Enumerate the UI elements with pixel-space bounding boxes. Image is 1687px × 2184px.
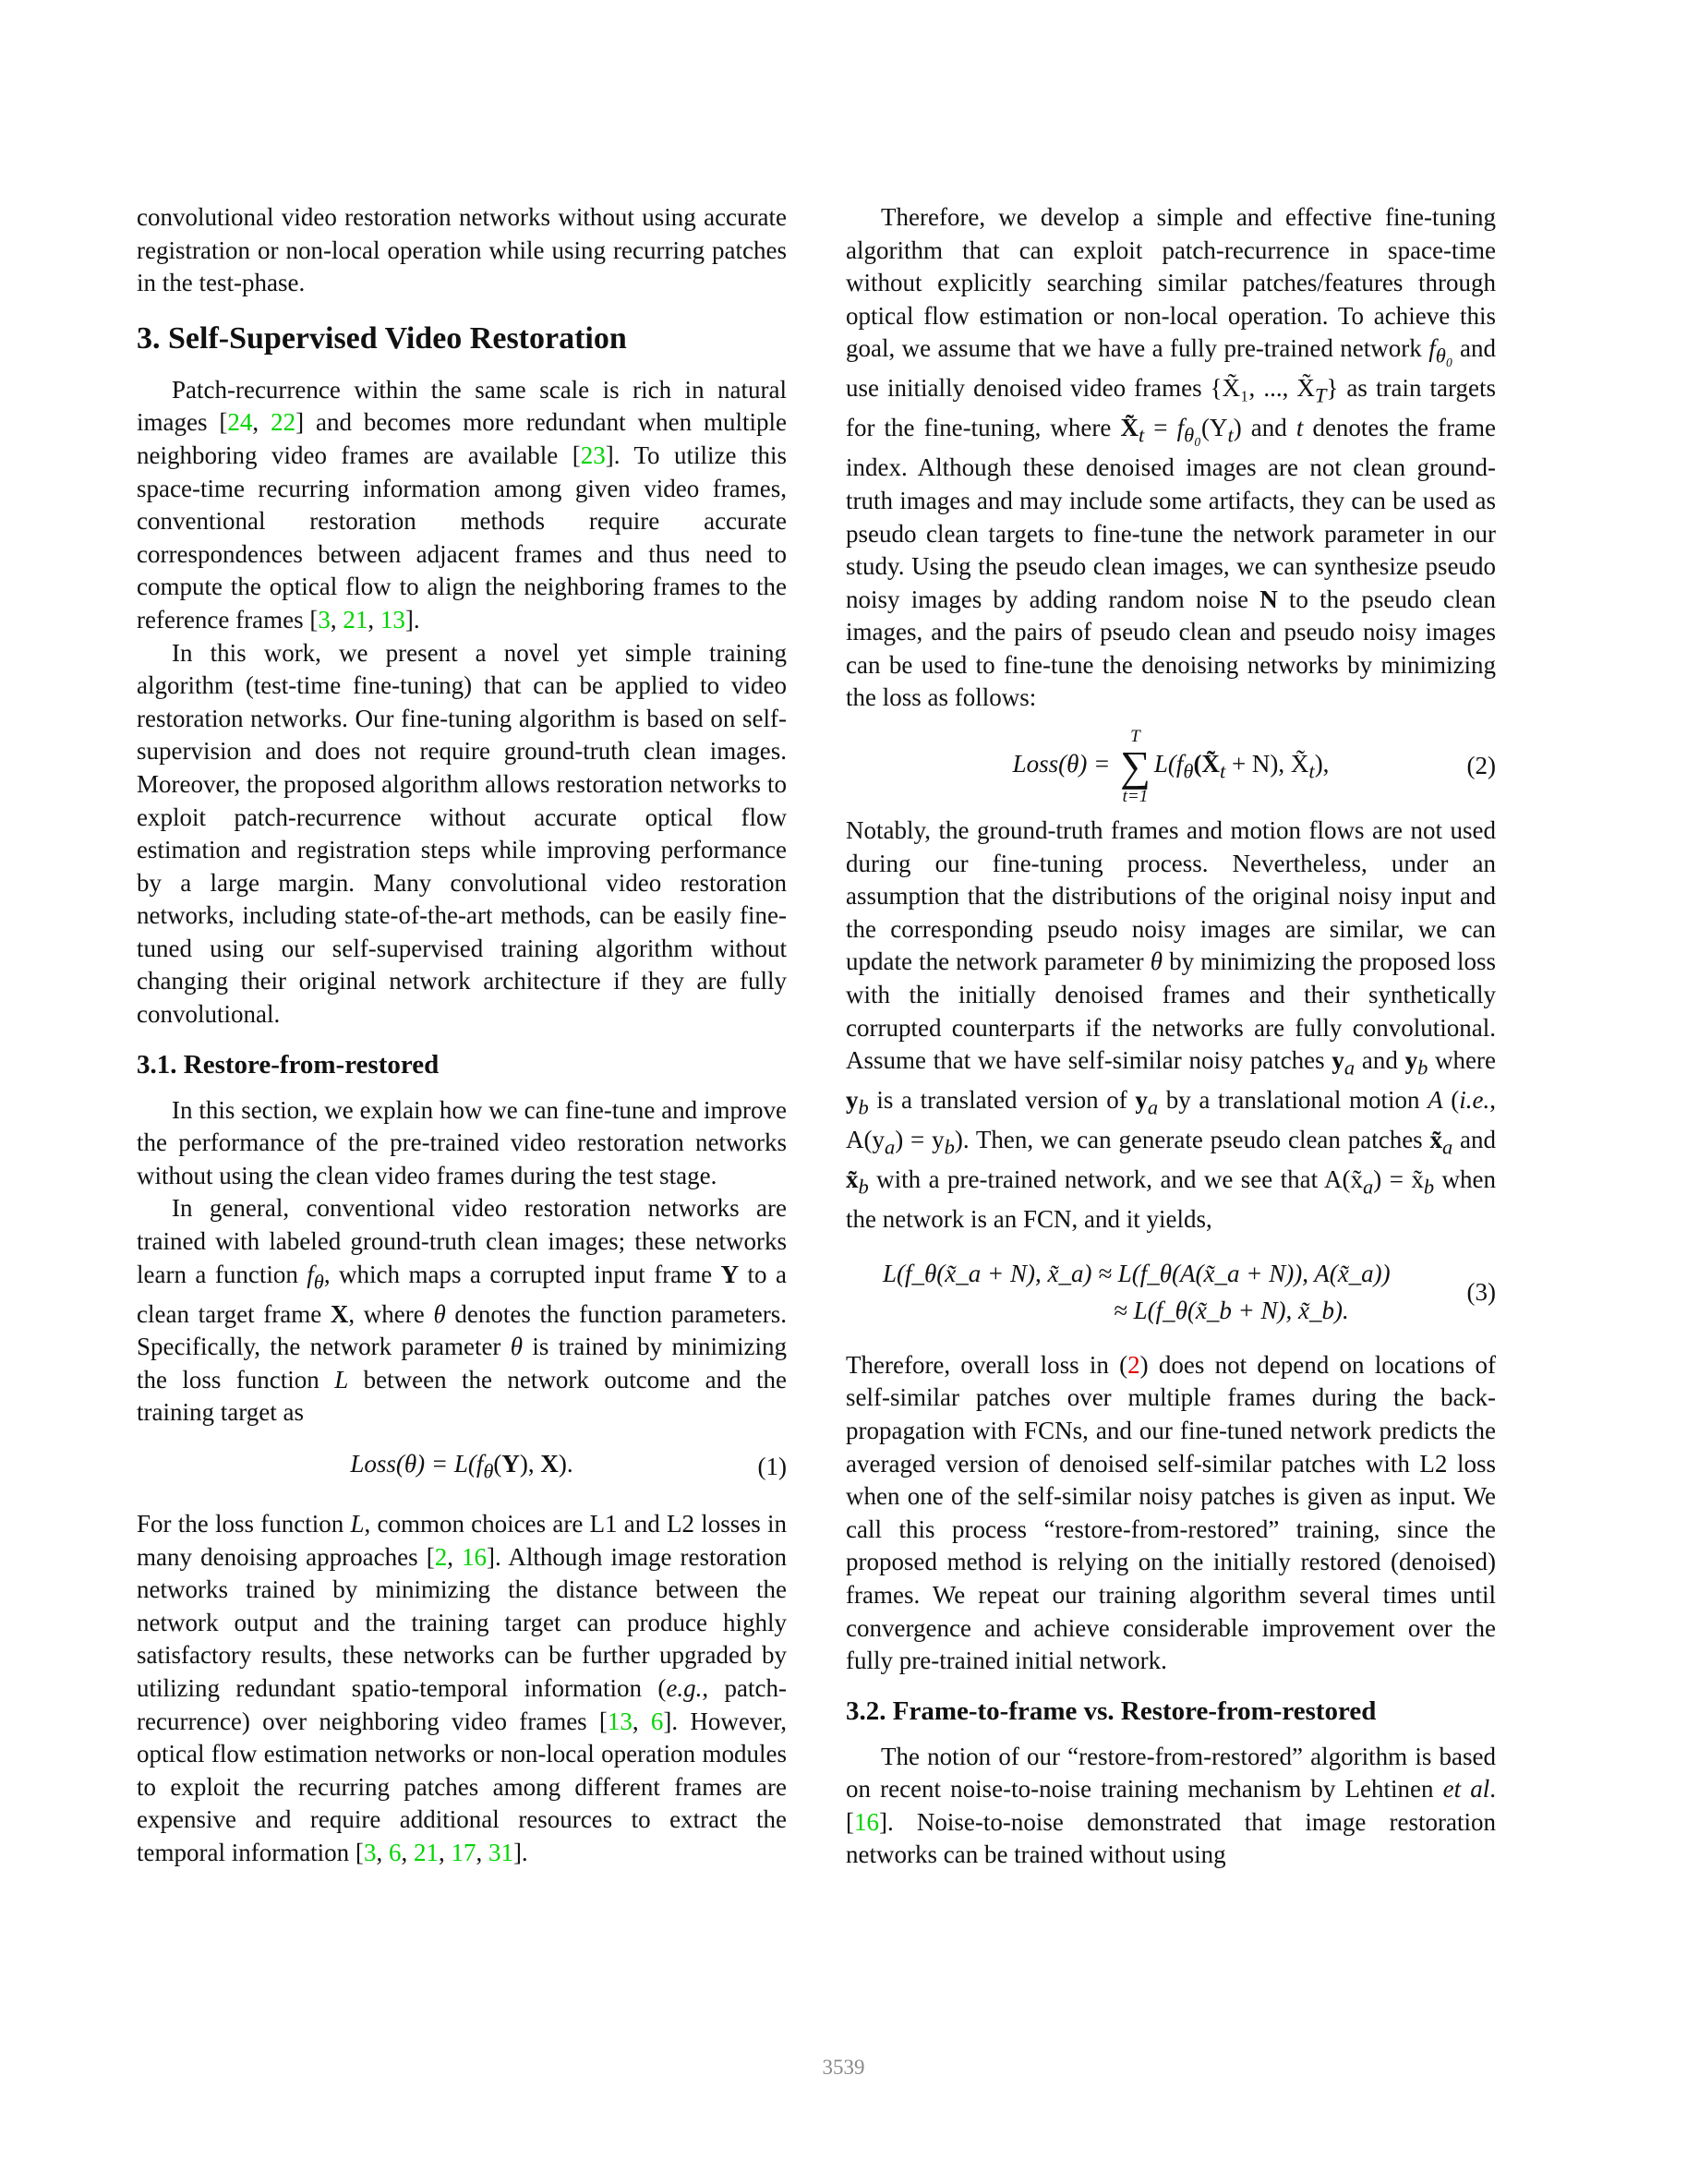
paragraph: Therefore, overall loss in (2) does not depend on locations of self-similar patches over multiple frames during the back-propagation with FCNs, and our fine-tuned network predicts the averaged version of denoised self-similar patches with L2 loss when one of the self-similar noisy patches is given as input. We call this process “restore-from-restored” training, since the proposed method is relying on the initially restored (denoised) frames. We repeat our training algorithm several times until convergence and achieve considerable improvement over the fully pre-trained initial network. <box>846 1350 1496 1675</box>
citation-link[interactable]: 21 <box>343 605 368 633</box>
citation-link[interactable]: 13 <box>607 1707 633 1735</box>
equation-line: ≈ L(f_θ(x̃_b + N), x̃_b). <box>1114 1296 1349 1324</box>
intro-paragraph: convolutional video restoration networks without using accurate registration or non-local operation while using recurring patches in the test-phase. <box>137 203 787 297</box>
paragraph: Notably, the ground-truth frames and motion flows are not used during our fine-tuning process. Nevertheless, under an assumption that the distributions of the original noisy input and the corresponding pseudo noisy images are similar, we can update the network parameter θ by minimizing the proposed loss with the initially denoised frames and their synthetically corrupted counterparts if the networks are fully convolutional. Assume that we have self-similar noisy patches $y_a$ and $y_b$ where $y_b$ is a translated version of $y_a$ by a translational motion A (i.e., $A(y_a) = y_b$). Then, we can generate pseudo clean patches $x̃_a$ and $x̃_b$ with a pre-trained network, and we see that $A(x̃_a)$ = $x̃_b$ when the network is an FCN, and it yields, <box>846 816 1497 1234</box>
citation-link[interactable]: 21 <box>413 1838 439 1866</box>
subsection-title: 3.2. Frame-to-frame vs. Restore-from-restored <box>846 1695 1377 1726</box>
paragraph: In this work, we present a novel yet simple training algorithm (test-time fine-tuning) that can be applied to video restoration networks. Our fine-tuning algorithm is based on self-supervision and does not require ground-truth clean images. Moreover, the proposed algorithm allows restoration networks to exploit patch-recurrence without accurate optical flow estimation and registration steps while improving performance by a large margin. Many convolutional video restoration networks, including state-of-the-art methods, can be easily fine-tuned using our self-supervised training algorithm without changing their original network architecture if they are fully convolutional. <box>137 638 787 1029</box>
citation-link[interactable]: 16 <box>462 1542 488 1571</box>
equation-ref-link[interactable]: 2 <box>1127 1350 1140 1379</box>
citation-link[interactable]: 16 <box>854 1807 879 1836</box>
citation-link[interactable]: 22 <box>271 408 296 437</box>
citation-link[interactable]: 23 <box>580 440 606 469</box>
citation-link[interactable]: 31 <box>488 1838 513 1866</box>
equation-number: (1) <box>757 1453 787 1481</box>
citation-link[interactable]: 13 <box>380 605 405 633</box>
paragraph: For the loss function L, common choices are L1 and L2 losses in many denoising approaches [2, 16]. Although image restoration networks trained by minimizing the distance between the network output and the training target can produce highly satisfactory results, these networks can be further upgraded by utilizing redundant spatio-temporal information (e.g., patch-recurrence) over neighboring video frames [13, 6]. However, optical flow estimation networks or non-local operation modules to exploit the recurring patches among different frames are expensive and require additional resources to extract the temporal information [3, 6, 21, 17, 31]. <box>137 1509 788 1866</box>
citation-link[interactable]: 2 <box>434 1542 448 1571</box>
equation-1: Loss(θ) = $L(f_\theta(Y)$, X). (1) <box>350 1449 787 1483</box>
subsection-title: 3.1. Restore-from-restored <box>137 1049 440 1080</box>
citation-link[interactable]: 3 <box>363 1838 377 1866</box>
equation-line: L(f_θ(x̃_a + N), x̃_a) ≈ L(f_θ(A(x̃_a + N)), A(x̃_a)) <box>883 1259 1391 1287</box>
paragraph: In this section, we explain how we can fine-tune and improve the performance of the pre-trained video restoration networks without using the clean video frames during the test stage. <box>137 1095 787 1189</box>
citation-link[interactable]: 24 <box>227 408 253 437</box>
citation-link[interactable]: 6 <box>650 1707 664 1735</box>
citation-link[interactable]: 3 <box>318 605 331 633</box>
citation-link[interactable]: 17 <box>451 1838 476 1866</box>
summation: T ∑ t=1 <box>1120 727 1151 807</box>
paragraph: Patch-recurrence within the same scale is rich in natural images [24, 22] and becomes more redundant when multiple neighboring video frames are available [23]. To utilize this space-time recurring information among given video frames, conventional restoration methods require accurate correspondences between adjacent frames and thus need to compute the optical flow to align the neighboring frames to the reference frames [3, 21, 13]. <box>137 375 787 633</box>
right-column <box>846 201 1496 1872</box>
paragraph: The notion of our “restore-from-restored” algorithm is based on recent noise-to-noise training mechanism by Lehtinen et al. [16]. Noise-to-noise demonstrated that image restoration networks can be trained without using <box>846 1742 1496 1869</box>
paragraph: In general, conventional video restoration networks are trained with labeled ground-truth clean images; these networks learn a function $f_\theta$, which maps a corrupted input frame Y to a clean target frame X, where θ denotes the function parameters. Specifically, the network parameter θ is trained by minimizing the loss function L between the network outcome and the training target as <box>137 1194 788 1427</box>
left-column <box>137 201 787 1870</box>
equation-number: (3) <box>1466 1277 1496 1306</box>
paragraph: Therefore, we develop a simple and effective fine-tuning algorithm that can exploit patch-recurrence in space-time without explicitly searching similar patches/features through optical flow estimation or non-local operation. To achieve this goal, we assume that we have a fully pre-trained network $f_{\theta_0}$ and use initially denoised video frames {X̃₁, ..., $X̃_T$} as train targets for the fine-tuning, where $X̃_t = f_{\theta_0}(Y_t)$ and t denotes the frame index. Although these denoised images are not clean ground-truth images and may include some artifacts, they can be used as pseudo clean targets to fine-tune the network parameter in our study. Using the pseudo clean images, we can synthesize pseudo noisy images by adding random noise N to the pseudo clean images, and the pairs of pseudo clean and pseudo noisy images can be used to fine-tune the denoising networks by minimizing the loss as follows: <box>846 203 1496 712</box>
equation-3 <box>846 1255 1496 1329</box>
section-title: 3. Self-Supervised Video Restoration <box>137 320 627 356</box>
citation-link[interactable]: 6 <box>388 1838 402 1866</box>
equation-number: (2) <box>1466 752 1496 780</box>
page-number: 3539 <box>822 2056 865 2079</box>
equation-2: Loss(θ) = T ∑ t=1 $L(f_\theta(X̃_t + N)$, $X̃_t$), (2) <box>1012 727 1496 807</box>
